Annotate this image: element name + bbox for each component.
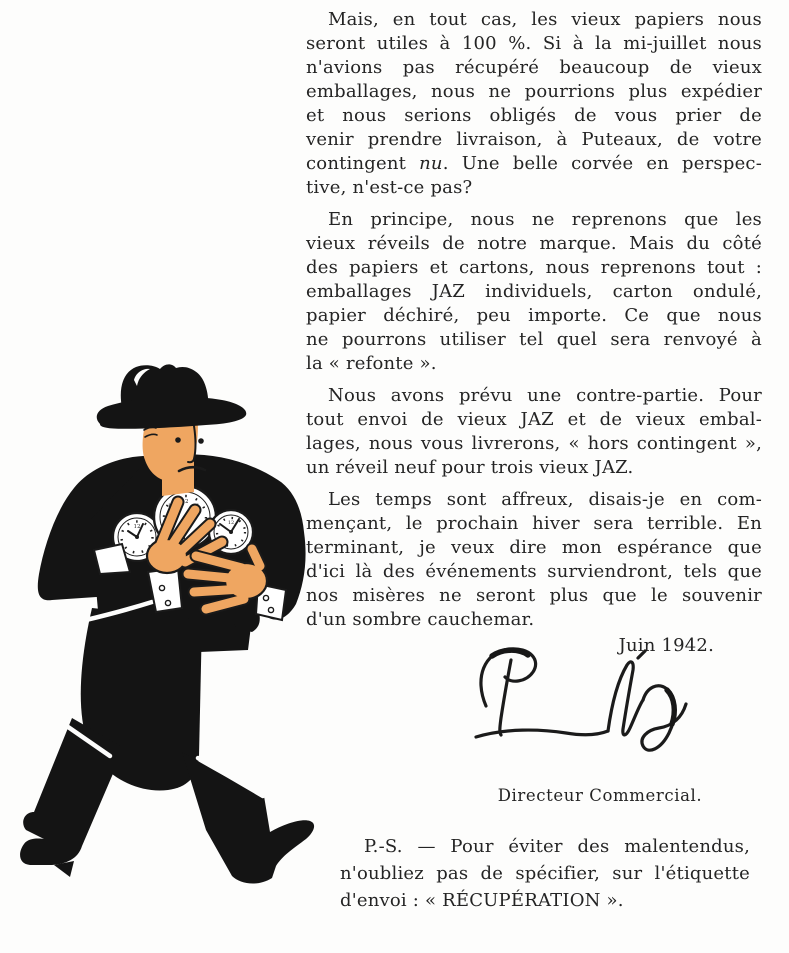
eye-right: [198, 438, 204, 444]
text-line: n'avions pas récupéré beaucoup de vieux: [306, 57, 762, 78]
svg-text:12: 12: [227, 520, 235, 526]
text-line: terminant, je veux dire mon espérance que: [306, 537, 762, 558]
text-line: nos misères ne seront plus que le souvenir: [306, 585, 762, 606]
text-line: En principe, nous ne reprenons que les: [328, 209, 762, 230]
text-line: ne pourrons utiliser tel quel sera renvoyé à: [306, 329, 762, 350]
man-illustration: [10, 360, 330, 920]
text-line: tive, n'est-ce pas?: [306, 177, 473, 198]
svg-text:12: 12: [181, 499, 189, 505]
body-paragraphs: [306, 8, 762, 640]
dateline: Juin 1942.: [618, 635, 714, 656]
text-line: lages, nous vous livrerons, « hors contingent »,: [306, 433, 762, 454]
text-line: d'ici là des événements surviendront, tels que: [306, 561, 762, 582]
svg-text:11: 11: [167, 503, 175, 509]
text-line: emballages JAZ individuels, carton ondulé,: [306, 281, 762, 302]
svg-text:12: 12: [133, 524, 141, 530]
signature-caption: Directeur Commercial.: [497, 786, 703, 805]
text-line: emballages, nous ne pourrions plus expédier: [306, 81, 762, 102]
paragraph: [306, 384, 762, 480]
text-line: venir prendre livraison, à Puteaux, de votre: [306, 129, 762, 150]
text-line: seront utiles à 100 %. Si à la mi-juillet nous: [306, 33, 762, 54]
text-line: et nous serions obligés de vous prier de: [306, 105, 762, 126]
text-line: contingent nu. Une belle corvée en perspec-: [306, 153, 762, 174]
paragraph: [306, 8, 762, 200]
text-line: un réveil neuf pour trois vieux JAZ.: [306, 457, 634, 478]
text-line: Mais, en tout cas, les vieux papiers nous: [328, 9, 762, 30]
hat-icon: [97, 364, 247, 428]
svg-text:1: 1: [196, 503, 200, 509]
eye-left: [175, 437, 181, 443]
text-line: d'un sombre cauchemar.: [306, 609, 535, 630]
text-line: la « refonte ».: [306, 353, 437, 374]
text-line: des papiers et cartons, nous reprenons tout :: [306, 257, 762, 278]
paragraph: [306, 208, 762, 376]
signature-scrawl: [462, 640, 742, 775]
text-line: P.-S. — Pour éviter des malentendus,: [364, 836, 750, 857]
text-line: mençant, le prochain hiver sera terrible. En: [306, 513, 762, 534]
text-line: papier déchiré, peu importe. Ce que nous: [306, 305, 762, 326]
text-line: n'oubliez pas de spécifier, sur l'étiquette: [340, 863, 750, 884]
text-line: tout envoi de vieux JAZ et de vieux embal-: [306, 409, 762, 430]
text-line: vieux réveils de notre marque. Mais du côté: [306, 233, 762, 254]
postscript: [340, 833, 750, 914]
paragraph: [306, 488, 762, 632]
text-line: Les temps sont affreux, disais-je en com-: [328, 489, 762, 510]
text-line: d'envoi : « RÉCUPÉRATION ».: [340, 890, 624, 911]
text-line: Nous avons prévu une contre-partie. Pour: [328, 385, 762, 406]
